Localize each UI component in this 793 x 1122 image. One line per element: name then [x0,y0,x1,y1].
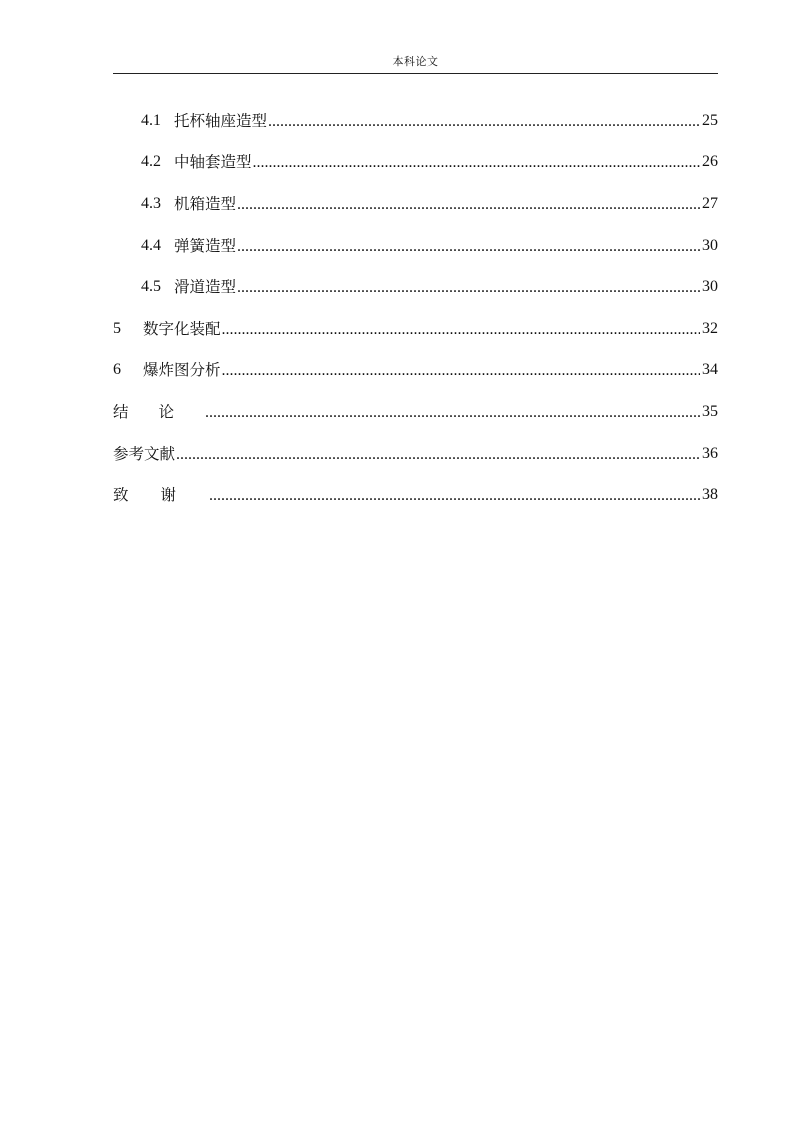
toc-entry[interactable] [113,308,718,350]
toc-entry-title: 弹簧造型 [174,236,237,255]
table-of-contents [113,100,718,516]
toc-entry[interactable] [113,391,718,433]
toc-entry[interactable] [113,183,718,225]
toc-entry-page: 32 [702,319,718,337]
header-title: 本科论文 [392,56,439,68]
toc-entry-number: 4.5 [141,278,161,296]
toc-entry-title: 爆炸图分析 [143,361,221,380]
toc-entry-page: 34 [702,361,718,379]
toc-dot-leader [208,486,700,506]
toc-dot-leader [236,195,700,215]
toc-entry[interactable] [113,100,718,142]
toc-entry-title: 中轴套造型 [174,153,252,172]
page-header [113,0,718,74]
toc-dot-leader [221,361,700,381]
toc-dot-leader [175,445,700,465]
toc-entry-title: 致谢 [113,486,209,505]
toc-entry-page: 35 [702,402,718,420]
toc-dot-leader [204,403,700,423]
toc-dot-leader [252,153,700,173]
toc-entry-page: 26 [702,153,718,171]
toc-entry-number: 4.4 [141,236,161,254]
toc-entry-title: 托杯轴座造型 [174,111,268,130]
toc-dot-leader [236,237,700,257]
toc-entry-number: 4.3 [141,194,161,212]
toc-entry[interactable] [113,350,718,392]
toc-entry[interactable] [113,474,718,516]
toc-entry-number: 4.2 [141,153,161,171]
toc-dot-leader [267,112,700,132]
toc-entry[interactable] [113,225,718,267]
toc-entry-page: 25 [702,111,718,129]
toc-entry-page: 30 [702,278,718,296]
toc-entry-number: 5 [113,319,121,337]
toc-entry-title: 结论 [113,402,205,421]
toc-entry-number: 6 [113,361,121,379]
toc-entry[interactable] [113,266,718,308]
toc-entry-page: 36 [702,444,718,462]
toc-entry-title: 机箱造型 [174,194,237,213]
toc-entry-title: 参考文献 [113,444,176,463]
toc-entry-page: 38 [702,486,718,504]
toc-dot-leader [221,320,700,340]
toc-entry-title: 滑道造型 [174,278,237,297]
toc-entry-number: 4.1 [141,111,161,129]
toc-entry-page: 30 [702,236,718,254]
toc-entry-page: 27 [702,194,718,212]
toc-entry[interactable] [113,433,718,475]
toc-entry-title: 数字化装配 [143,319,221,338]
toc-entry[interactable] [113,142,718,184]
toc-dot-leader [236,278,700,298]
